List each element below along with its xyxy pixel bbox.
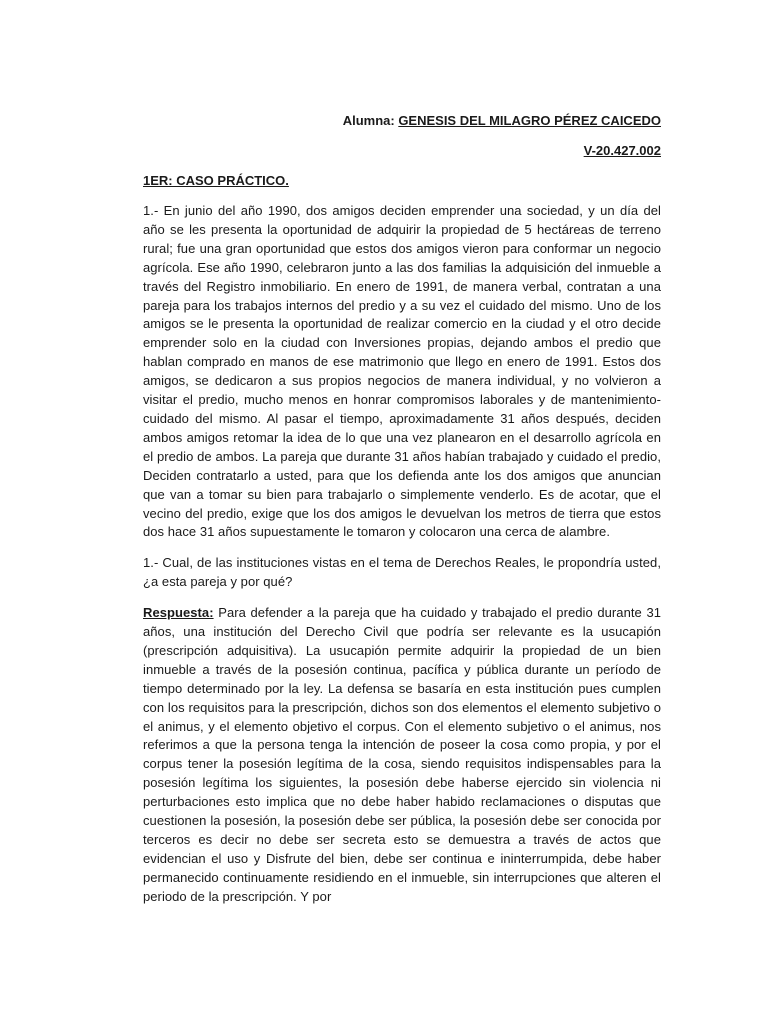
case-question: 1.- Cual, de las instituciones vistas en el tema de Derechos Reales, le propondría usted, ¿a esta pareja y por qué? — [143, 555, 661, 590]
answer-label: Respuesta: — [143, 605, 214, 621]
student-label: Alumna: — [342, 113, 395, 128]
document-page — [143, 112, 661, 907]
student-id-value: V-20.427.002 — [583, 143, 661, 158]
student-id — [143, 142, 661, 160]
answer-text: Para defender a la pareja que ha cuidado y trabajado el predio durante 31 años, una institución del Derecho Civil que podría ser relevante es la usucapión (prescripción adquisitiva). La usucapión permite adquirir la propiedad de un bien inmueble a través de la posesión continua, pacífica y pública durante un período de tiempo determinado por la ley. La defensa se basaría en esta institución pues cumplen con los requisitos para la prescripción, dichos son dos elementos el elemento subjetivo o el animus, y el elemento objetivo el corpus. Con el elemento subjetivo o el animus, nos referimos a que la persona tenga la intención de poseer la cosa como propia, y por el corpus tener la posesión legítima de la cosa, siendo requisitos indispensables para la posesión legítima los siguientes, la posesión debe haberse ejercido sin violencia ni perturbaciones esto implica que no debe haber habido reclamaciones o disputas que cuestionen la posesión, la posesión debe ser pública, la posesión debe ser conocida por terceros es decir no debe ser secreta esto se demuestra a través de actos que evidencian el uso y Disfrute del bien, debe ser continua e ininterrumpida, debe haber permanecido continuamente residiendo en el inmueble, sin interrupciones que alteren el periodo de la prescripción. Y por — [143, 605, 661, 904]
answer-paragraph — [143, 604, 661, 907]
case-title: 1ER: CASO PRÁCTICO. — [143, 173, 289, 188]
student-line — [143, 112, 661, 130]
student-name: GENESIS DEL MILAGRO PÉREZ CAICEDO — [398, 113, 661, 128]
case-narrative: 1.- En junio del año 1990, dos amigos deciden emprender una sociedad, y un día del año se les presenta la oportunidad de adquirir la propiedad de 5 hectáreas de terreno rural; fue una gran oportunidad que estos dos amigos vieron para conformar un negocio agrícola. Ese año 1990, celebraron junto a las dos familias la adquisición del inmueble a través del Registro inmobiliario. En enero de 1991, de manera verbal, contratan a una pareja para los trabajos internos del predio y a su vez el cuidado del mismo. Uno de los amigos se le presenta la oportunidad de realizar comercio en la ciudad y el otro decide emprender solo en la ciudad con Inversiones propias, dejando ambos el predio que hablan comprado en manos de ese matrimonio que llego en enero de 1991. Estos dos amigos, se dedicaron a sus propios negocios de manera individual, y no volvieron a visitar el predio, mucho menos en honrar compromisos laborales y de mantenimiento-cuidado del mismo. Al pasar el tiempo, aproximadamente 31 años después, deciden ambos amigos retomar la idea de lo que una vez planearon en el desarrollo agrícola en el predio de ambos. La pareja que durante 31 años habían trabajado y cuidado el predio, Deciden contratarlo a usted, para que los defienda ante los dos amigos que anuncian que van a tomar su bien para trabajarlo o simplemente venderlo. Es de acotar, que el vecino del predio, exige que los dos amigos le devuelvan los metros de tierra que estos dos hace 31 años supuestamente le tomaron y colocaron una cerca de alambre. — [143, 203, 661, 540]
